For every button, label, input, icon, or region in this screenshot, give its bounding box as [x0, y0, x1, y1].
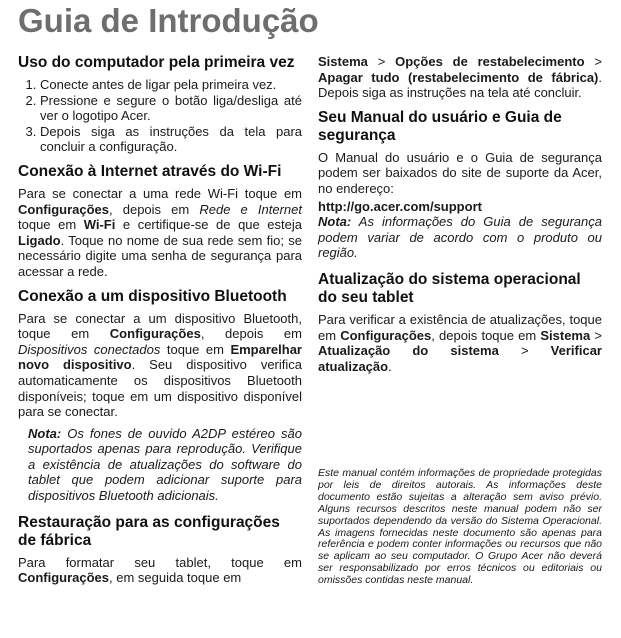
text-run: > — [584, 54, 602, 69]
bluetooth-heading: Conexão a um dispositivo Bluetooth — [18, 287, 287, 305]
section-first-use — [18, 54, 302, 155]
section-factory-reset — [18, 514, 302, 586]
step-item: 3. Depois siga as instruções da tela para concluir a configuração. — [40, 124, 302, 155]
text-run: . Toque no nome de sua rede sem fio; se necessário digite uma senha de segurança para acessar a rede. — [18, 232, 302, 279]
text-run: , depois em — [200, 326, 302, 342]
text-run: Para formatar seu tablet, toque em — [18, 554, 302, 570]
text-run: e certifique-se de que esteja — [115, 217, 302, 233]
reset-options-term: Opções de restabelecimento — [395, 54, 585, 69]
right-column — [318, 54, 602, 382]
text-run: , em seguida toque em — [109, 570, 242, 586]
settings-term: Configurações — [18, 570, 110, 586]
bluetooth-paragraph — [18, 311, 302, 420]
text-run: > — [498, 343, 551, 359]
settings-term: Configurações — [109, 326, 201, 342]
settings-term: Configurações — [340, 327, 432, 343]
first-use-steps — [18, 77, 302, 155]
note-label: Nota: — [318, 214, 352, 230]
text-run: Para se conectar a uma rede Wi-Fi toque em — [18, 185, 302, 201]
section-factory-reset-cont — [318, 54, 602, 101]
text-run: > — [590, 327, 602, 343]
wifi-heading: Conexão à Internet através do Wi-Fi — [18, 162, 282, 180]
text-run: Para verificar a existência de atualizações, toque em — [318, 311, 602, 343]
text-run: toque em — [160, 341, 231, 357]
manual-heading: Seu Manual do usuário e Guia de segurança — [318, 108, 562, 144]
connected-devices-term: Dispositivos conectados — [18, 341, 161, 357]
section-bluetooth — [18, 288, 302, 504]
section-manual — [318, 109, 602, 261]
text-run: , depois toque em — [431, 327, 541, 343]
support-url: http://go.acer.com/support — [318, 198, 482, 214]
pair-device-term: Emparelhar novo dispositivo — [18, 341, 302, 373]
section-update — [318, 271, 602, 374]
settings-term: Configurações — [18, 201, 110, 217]
factory-paragraph-end — [318, 54, 602, 101]
section-wifi — [18, 163, 302, 280]
wifi-paragraph — [18, 186, 302, 280]
legal-disclaimer: Este manual contém informações de propriedade protegidas por leis de direitos autorais. As informações deste documento estão sujeitas a alteração sem aviso prévio. Alguns recursos descritos neste manual podem não ser suportados dependendo da versão do Sistema Operacional. As imagens fornecidas neste documento são apenas para referência e podem conter informações ou recursos que não se aplicam ao seu computador. O Grupo Acer não deverá ser responsabilizado por erros técnicos ou editoriais ou omissões contidas neste manual. — [318, 467, 602, 587]
wifi-term: Wi-Fi — [83, 217, 116, 233]
manual-note — [318, 214, 602, 261]
page-title: Guia de Introdução — [18, 2, 319, 39]
note-label: Nota: — [28, 425, 62, 441]
check-update-term: Verificar atualização — [318, 343, 602, 374]
first-use-heading: Uso do computador pela primeira vez — [18, 54, 295, 71]
text-run: . — [388, 358, 392, 374]
erase-all-term: Apagar tudo (restabelecimento de fábrica) — [318, 69, 599, 85]
note-text: Os fones de ouvido A2DP estéreo são suportados apenas para reprodução. Verifique a existência de atualizações do software do tablet que podem adicionar suporte para dispositivos Bluetooth adicionais. — [28, 425, 302, 504]
text-run: . Seu dispositivo verifica automaticamente os dispositivos Bluetooth disponíveis; toque em um dispositivo disponível para se conectar. — [18, 357, 302, 420]
text-run: . Depois siga as instruções na tela até concluir. — [318, 69, 602, 101]
text-run: > — [367, 54, 396, 69]
step-item: 2. Pressione e segure o botão liga/desliga até ver o logotipo Acer. — [40, 93, 302, 124]
text-run: toque em — [18, 217, 84, 233]
left-column — [18, 54, 302, 594]
text-run: , depois em — [109, 201, 200, 217]
note-text: As informações do Guia de segurança podem variar de acordo com o produto ou região. — [318, 214, 602, 261]
factory-heading: Restauração para as configurações de fábrica — [18, 513, 280, 549]
step-item: 1. Conecte antes de ligar pela primeira vez. — [40, 77, 302, 93]
network-internet-term: Rede e Internet — [199, 201, 302, 217]
system-update-term: Atualização do sistema — [318, 343, 499, 359]
system-term: Sistema — [540, 327, 591, 343]
update-paragraph — [318, 312, 602, 374]
update-heading: Atualização do sistema operacional do seu tablet — [318, 270, 581, 306]
text-run: Para se conectar a um dispositivo Bluetooth, toque em — [18, 310, 302, 342]
on-term: Ligado — [18, 232, 61, 248]
bluetooth-note — [18, 426, 302, 504]
manual-paragraph: O Manual do usuário e o Guia de segurança podem ser baixados do site de suporte da Acer, no endereço: — [318, 149, 602, 196]
system-term: Sistema — [318, 54, 368, 69]
factory-paragraph-start — [18, 555, 302, 586]
